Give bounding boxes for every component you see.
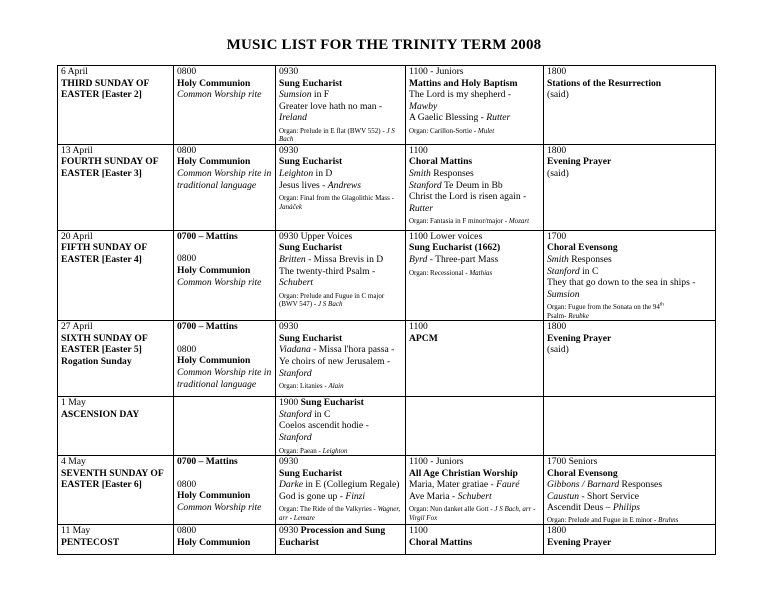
responses-composer: Smith xyxy=(547,253,569,265)
sunday-name: SEVENTH SUNDAY OF EASTER [Easter 6] xyxy=(61,467,164,491)
early-service-cell xyxy=(174,455,276,524)
late-service-cell xyxy=(406,525,544,555)
rite: Common Worship rite in traditional language xyxy=(177,167,272,191)
organ-voluntary xyxy=(409,127,541,135)
sunday-name: FOURTH SUNDAY OF EASTER [Easter 3] xyxy=(61,156,159,179)
date-cell xyxy=(58,525,174,555)
anthem: The Lord is my shepherd - xyxy=(409,89,512,101)
anthem-composer: Andrews xyxy=(327,179,362,191)
service-name: Sung Eucharist xyxy=(279,242,343,254)
anthem: Christ the Lord is risen again - xyxy=(409,191,527,203)
organ-piece: Organ: Carillon-Sortie - xyxy=(409,126,477,135)
service-name: Sung Eucharist xyxy=(279,332,343,344)
setting: - Missa l'hora passa - xyxy=(313,344,395,356)
service-time: 0800 xyxy=(177,144,197,156)
table-row xyxy=(58,144,716,230)
organ-voluntary xyxy=(409,269,541,277)
anthem-composer: Finzi xyxy=(345,490,366,502)
service-name: Holy Communion xyxy=(177,355,251,367)
organ-composer: Mulet xyxy=(477,126,495,135)
mid-service-cell xyxy=(276,230,406,320)
service-note: (said) xyxy=(547,167,569,179)
canticle-composer: Stanford xyxy=(409,179,442,191)
service-time: 1100 Lower voices xyxy=(409,230,483,242)
mid-service-cell xyxy=(276,525,406,555)
organ-composer: Bruhns xyxy=(658,515,679,524)
organ-piece: Organ: Prelude and Fugue in E minor - xyxy=(547,515,657,524)
setting: - Missa Brevis in D xyxy=(308,253,384,265)
service-name: APCM xyxy=(409,332,438,344)
anthem-composer: Stanford xyxy=(279,431,312,443)
service-time: 0800 xyxy=(177,525,197,537)
service-time: 0930 xyxy=(279,144,299,156)
organ-piece: Organ: Fugue from the Sonata on the 94 xyxy=(547,303,660,312)
organ-piece-cont: Psalm- xyxy=(547,311,567,320)
date: 1 May xyxy=(61,397,86,409)
anthem: They that go down to the sea in ships - xyxy=(547,277,696,289)
table-row xyxy=(58,230,716,320)
early-service-cell xyxy=(174,144,276,230)
mid-service-cell xyxy=(276,397,406,456)
service-time: 1800 xyxy=(547,525,567,537)
late-service-cell xyxy=(406,230,544,320)
date: 27 April xyxy=(61,321,93,333)
setting: in E (Collegium Regale) xyxy=(305,479,400,491)
setting: in D xyxy=(315,167,333,179)
organ-composer: Mozart xyxy=(508,217,530,226)
date: 11 May xyxy=(61,525,91,537)
date: 20 April xyxy=(61,230,93,242)
mid-service-cell xyxy=(276,455,406,524)
early-service-cell xyxy=(174,230,276,320)
sunday-name: THIRD SUNDAY OF EASTER [Easter 2] xyxy=(61,77,149,101)
service-time: 1800 xyxy=(547,321,567,333)
anthem: The twenty-third Psalm - xyxy=(279,265,376,277)
organ-piece: Organ: Fantasia in F minor/major - xyxy=(409,217,508,226)
anthem: Greater love hath no man - xyxy=(279,100,383,112)
anthem: Ascendit Deus – xyxy=(547,502,611,514)
organ-voluntary xyxy=(547,303,713,320)
service-name: Holy Communion xyxy=(177,490,251,502)
service-time: 0800 xyxy=(177,66,197,77)
service-name: Sung Eucharist xyxy=(279,156,343,168)
table-row xyxy=(58,397,716,456)
service-time: 1800 xyxy=(547,66,567,77)
service-time: 1700 Seniors xyxy=(547,455,598,467)
late-service-cell xyxy=(406,144,544,230)
date-cell xyxy=(58,230,174,320)
mid-service-cell xyxy=(276,66,406,145)
rite: Common Worship rite xyxy=(177,89,262,101)
setting: in F xyxy=(313,89,330,101)
organ-voluntary xyxy=(279,505,403,522)
anthem-composer: Sumsion xyxy=(547,288,580,300)
setting-composer: Britten xyxy=(279,253,306,265)
sunday-name: FIFTH SUNDAY OF EASTER [Easter 4] xyxy=(61,242,147,265)
responses: Responses xyxy=(621,479,663,491)
canticle-composer: Caustun xyxy=(547,490,579,502)
service-time: 1900 xyxy=(279,397,299,409)
organ-voluntary xyxy=(279,292,403,309)
service-time: 1800 xyxy=(547,144,567,156)
anthem-composer: Ireland xyxy=(279,112,307,124)
organ-composer: Leighton xyxy=(322,446,348,455)
organ-composer: J S Bach xyxy=(279,126,395,144)
music-list-table xyxy=(57,65,716,555)
anthem-composer: Schubert xyxy=(457,490,492,502)
organ-piece: Organ: Recessional - xyxy=(409,268,468,277)
anthem-composer: Fauré xyxy=(496,479,520,491)
early-mattins: 0700 – Mattins xyxy=(177,321,238,333)
service-time: 0930 xyxy=(279,66,299,77)
service-name: Evening Prayer xyxy=(547,156,612,168)
service-time: 0800 xyxy=(177,343,197,355)
table-row xyxy=(58,66,716,145)
service-time: 0930 xyxy=(279,455,299,467)
organ-composer: Wagner, arr - Lemare xyxy=(279,505,401,522)
date-cell xyxy=(58,455,174,524)
responses-composer: Smith xyxy=(409,167,431,179)
evening-service-cell xyxy=(544,66,716,145)
anthem: Coelos ascendit hodie - xyxy=(279,420,369,432)
organ-voluntary xyxy=(279,127,403,144)
service-time: 1700 xyxy=(547,230,567,242)
organ-voluntary xyxy=(279,382,403,390)
responses-composer: Gibbons / Barnard xyxy=(547,479,620,491)
organ-voluntary xyxy=(279,194,403,211)
table-row xyxy=(58,525,716,555)
anthem-composer: Rutter xyxy=(486,112,511,124)
rite: Common Worship rite xyxy=(177,501,262,513)
organ-piece: Organ: Prelude in E flat (BWV 552) - xyxy=(279,126,385,135)
organ-voluntary xyxy=(409,505,541,522)
table-row xyxy=(58,321,716,397)
early-service-cell xyxy=(174,66,276,145)
sunday-name: ASCENSION DAY xyxy=(61,408,140,420)
canticle-composer: Stanford xyxy=(547,265,580,277)
responses: Responses xyxy=(571,253,612,265)
anthem: Jesus lives - xyxy=(279,179,326,191)
service-name: Sung Eucharist (1662) xyxy=(409,242,501,254)
service-name: All Age Christian Worship xyxy=(409,467,518,479)
setting-composer: Darke xyxy=(279,479,303,491)
evening-service-cell xyxy=(544,230,716,320)
service-time: 1100 xyxy=(409,144,428,156)
service-time: 0930 xyxy=(279,321,299,333)
organ-piece: Organ: Final from the Glagolithic Mass - xyxy=(279,194,394,203)
sunday-name: PENTECOST xyxy=(61,536,120,548)
service-name: Holy Communion xyxy=(177,264,251,276)
service-name xyxy=(279,525,385,548)
evening-service-cell xyxy=(544,144,716,230)
organ-voluntary xyxy=(279,447,403,455)
responses: Responses xyxy=(433,167,474,179)
setting: in C xyxy=(314,408,331,420)
mid-service-cell xyxy=(276,144,406,230)
organ-piece: Organ: Nun danket alle Gott - xyxy=(409,505,493,514)
date-cell xyxy=(58,321,174,397)
service-name: Choral Mattins xyxy=(409,156,473,168)
service-name: Sung Eucharist xyxy=(279,467,343,479)
organ-composer: Alain xyxy=(328,382,344,391)
late-service-cell xyxy=(406,455,544,524)
service-name: Holy Communion xyxy=(177,536,251,548)
service-time: 1100 - Juniors xyxy=(409,455,464,467)
evening-service-cell xyxy=(544,455,716,524)
date-cell xyxy=(58,397,174,456)
service-name: Sung Eucharist xyxy=(279,77,343,89)
anthem-composer: Philips xyxy=(612,502,641,514)
canticle: in C xyxy=(582,265,599,277)
setting-composer: Viadana xyxy=(279,344,311,356)
canticle: Te Deum in Bb xyxy=(443,179,503,191)
page-title: MUSIC LIST FOR THE TRINITY TERM 2008 xyxy=(226,37,542,53)
setting-composer: Byrd xyxy=(409,253,428,265)
organ-composer: J S Bach xyxy=(317,300,343,309)
ordinal-suffix: th xyxy=(659,303,664,309)
mid-service-cell xyxy=(276,321,406,397)
organ-piece: Organ: Prelude and Fugue in C major (BWV 547) - xyxy=(279,291,385,309)
anthem-composer: Mawby xyxy=(409,100,438,112)
service-title: Procession and Sung Eucharist xyxy=(279,525,386,548)
setting-composer: Stanford xyxy=(279,408,312,420)
setting: - Three-part Mass xyxy=(429,253,499,265)
organ-piece: Organ: Paean - xyxy=(279,446,321,455)
sunday-name: SIXTH SUNDAY OF EASTER [Easter 5] Rogation Sunday xyxy=(61,332,148,367)
anthem: A Gaelic Blessing - xyxy=(409,112,484,124)
organ-composer: Janáček xyxy=(279,202,302,211)
anthem: Maria, Mater gratiae - xyxy=(409,479,494,491)
early-service-cell xyxy=(174,525,276,555)
service-time: 0800 xyxy=(177,478,197,490)
early-service-cell xyxy=(174,397,276,456)
organ-voluntary xyxy=(547,516,713,524)
anthem-composer: Schubert xyxy=(279,277,314,289)
anthem-composer: Stanford xyxy=(279,367,312,379)
organ-piece: Organ: Litanies - xyxy=(279,382,327,391)
service-time: 0930 Upper Voices xyxy=(279,230,353,242)
service-name: Choral Evensong xyxy=(547,467,618,479)
service-name: Choral Evensong xyxy=(547,242,618,254)
table-row xyxy=(58,455,716,524)
date-cell xyxy=(58,66,174,145)
service-name: Holy Communion xyxy=(177,77,251,89)
organ-piece: Organ: The Ride of the Valkyries - xyxy=(279,505,376,514)
organ-composer: Mathias xyxy=(469,268,493,277)
rite: Common Worship rite in traditional language xyxy=(177,366,272,390)
late-service-cell xyxy=(406,66,544,145)
service-time: 1100 - Juniors xyxy=(409,66,464,77)
service-note: (said) xyxy=(547,344,569,356)
service-name: Stations of the Resurrection xyxy=(547,77,662,89)
organ-composer: J S Bach, arr - Virgil Fox xyxy=(409,505,536,522)
service-name: Evening Prayer xyxy=(547,536,612,548)
service-name: Holy Communion xyxy=(177,156,251,168)
date: 6 April xyxy=(61,66,88,77)
service-name: Sung Eucharist xyxy=(300,397,364,409)
late-service-cell xyxy=(406,321,544,397)
evening-service-cell xyxy=(544,397,716,456)
service-time: 0800 xyxy=(177,253,197,265)
early-mattins: 0700 – Mattins xyxy=(177,230,238,242)
evening-service-cell xyxy=(544,525,716,555)
early-service-cell xyxy=(174,321,276,397)
service-name: Choral Mattins xyxy=(409,536,473,548)
setting-composer: Sumsion xyxy=(279,89,312,101)
late-service-cell xyxy=(406,397,544,456)
early-mattins: 0700 – Mattins xyxy=(177,455,238,467)
service-time: 1100 xyxy=(409,525,428,537)
service-time: 0930 xyxy=(279,525,299,537)
organ-voluntary xyxy=(409,217,541,225)
date: 4 May xyxy=(61,455,86,467)
date-cell xyxy=(58,144,174,230)
setting-composer: Leighton xyxy=(279,167,314,179)
rite: Common Worship rite xyxy=(177,276,262,288)
service-name: Mattins and Holy Baptism xyxy=(409,77,518,89)
service-note: (said) xyxy=(547,89,569,101)
service-time: 1100 xyxy=(409,321,428,333)
organ-composer: Reubke xyxy=(568,311,589,320)
date: 13 April xyxy=(61,144,93,156)
anthem-composer: Rutter xyxy=(409,202,433,214)
anthem: Ave Maria - xyxy=(409,490,456,502)
canticle: - Short Service xyxy=(581,490,639,502)
evening-service-cell xyxy=(544,321,716,397)
anthem: Ye choirs of new Jerusalem - xyxy=(279,355,391,367)
anthem: God is gone up - xyxy=(279,490,343,502)
service-name: Evening Prayer xyxy=(547,332,612,344)
